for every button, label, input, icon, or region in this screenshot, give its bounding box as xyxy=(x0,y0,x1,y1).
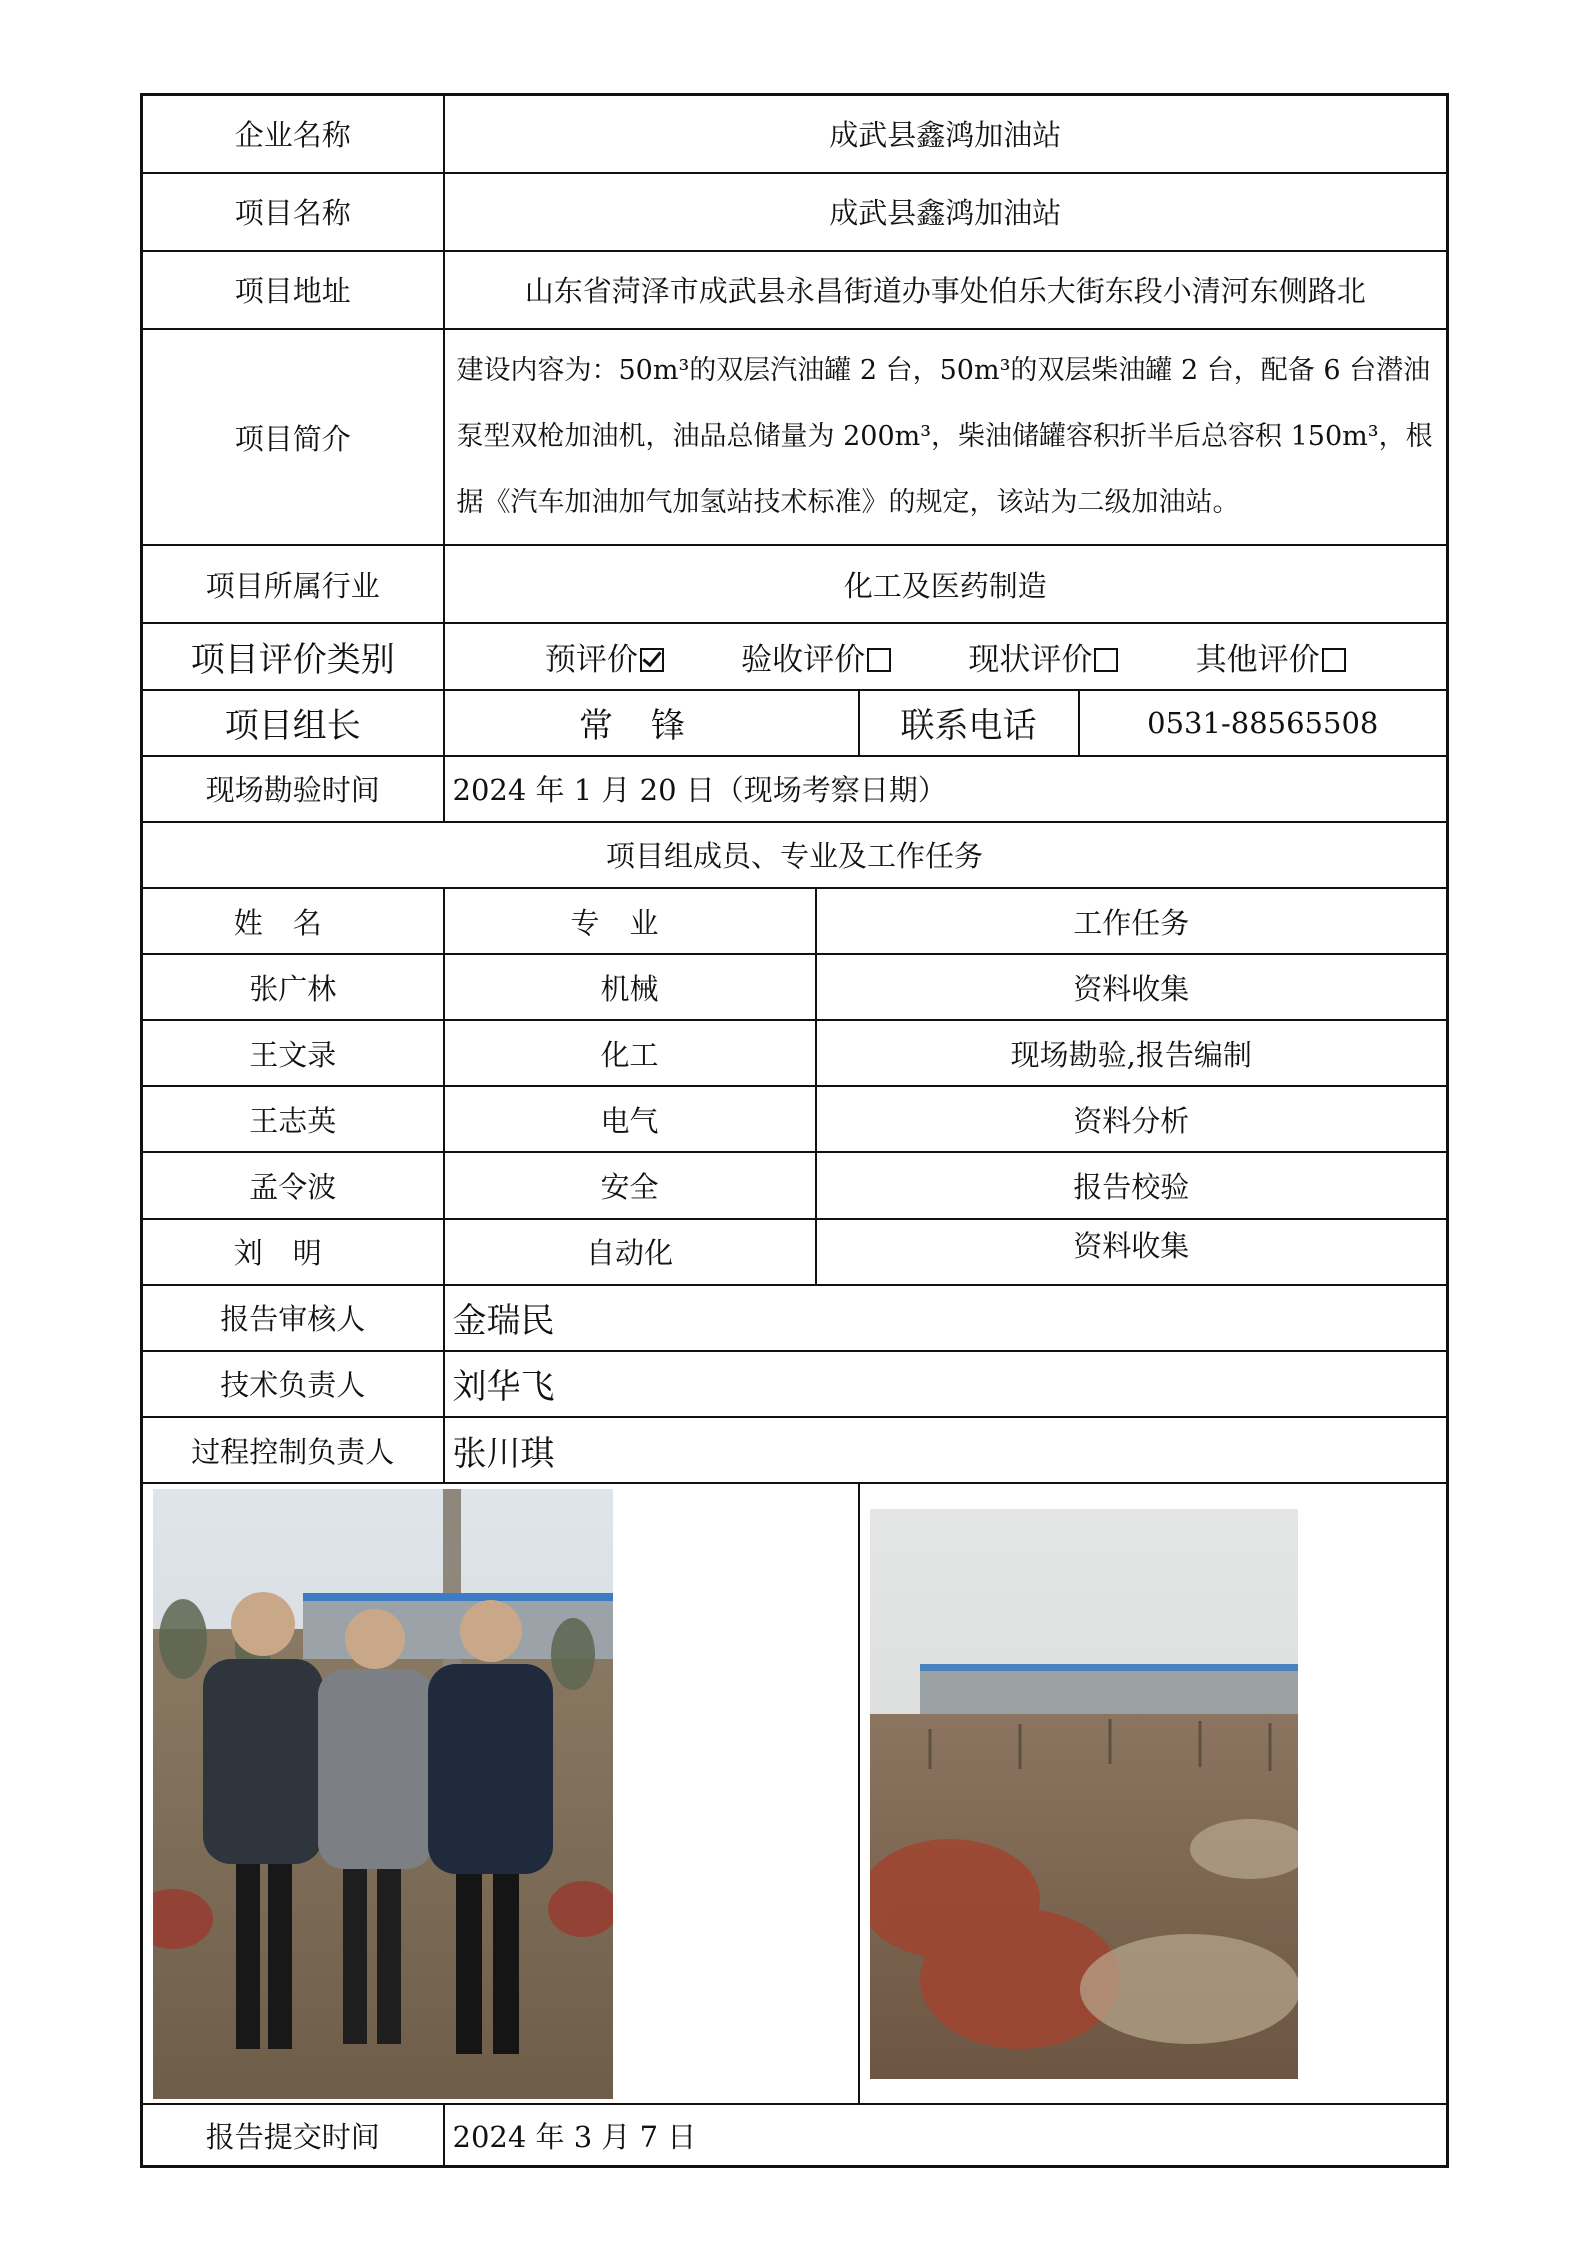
category-option-label: 预评价 xyxy=(544,642,638,679)
member-task: 现场勘验,报告编制 xyxy=(816,1020,1448,1086)
submit-value: 2024 年 3 月 7 日 xyxy=(444,2104,1448,2166)
row-category xyxy=(142,623,1448,689)
category-option-acceptance[interactable] xyxy=(741,634,891,679)
phone-value: 0531-88565508 xyxy=(1079,690,1448,756)
row-company xyxy=(142,95,1448,173)
row-leader xyxy=(142,690,1448,756)
member-task: 资料收集 xyxy=(816,1219,1448,1285)
checkbox-icon[interactable] xyxy=(1322,648,1346,672)
member-major: 自动化 xyxy=(444,1219,816,1285)
row-process xyxy=(142,1417,1448,1483)
member-name: 王文录 xyxy=(142,1020,444,1086)
reviewer-value: 金瑞民 xyxy=(444,1285,1448,1351)
row-team-columns xyxy=(142,888,1448,954)
row-project xyxy=(142,173,1448,251)
category-option-status[interactable] xyxy=(968,634,1118,679)
row-survey xyxy=(142,756,1448,822)
team-row xyxy=(142,954,1448,1020)
member-major: 电气 xyxy=(444,1086,816,1152)
team-header: 项目组成员、专业及工作任务 xyxy=(142,822,1448,888)
three-men-at-site-photo xyxy=(153,1489,613,2099)
checked-checkbox-icon[interactable] xyxy=(640,648,664,672)
address-value: 山东省菏泽市成武县永昌街道办事处伯乐大街东段小清河东侧路北 xyxy=(444,251,1448,329)
site-landscape-photo xyxy=(870,1509,1298,2079)
member-task: 资料分析 xyxy=(816,1086,1448,1152)
row-submit xyxy=(142,2104,1448,2166)
row-team-header xyxy=(142,822,1448,888)
member-task: 报告校验 xyxy=(816,1152,1448,1218)
project-label: 项目名称 xyxy=(142,173,444,251)
category-option-label: 现状评价 xyxy=(968,642,1093,679)
col-major-header: 专业 xyxy=(444,888,816,954)
leader-label: 项目组长 xyxy=(142,690,444,756)
project-value: 成武县鑫鸿加油站 xyxy=(444,173,1448,251)
category-option-label: 验收评价 xyxy=(741,642,866,679)
photo-cell-left xyxy=(142,1483,859,2104)
team-row xyxy=(142,1086,1448,1152)
process-value: 张川琪 xyxy=(444,1417,1448,1483)
category-options xyxy=(444,623,1448,689)
category-option-other[interactable] xyxy=(1196,634,1346,679)
survey-label: 现场勘验时间 xyxy=(142,756,444,822)
industry-label: 项目所属行业 xyxy=(142,545,444,623)
submit-label: 报告提交时间 xyxy=(142,2104,444,2166)
intro-label: 项目简介 xyxy=(142,329,444,545)
member-major: 化工 xyxy=(444,1020,816,1086)
col-name-header: 姓名 xyxy=(142,888,444,954)
row-address xyxy=(142,251,1448,329)
inspection-form xyxy=(140,93,1449,2168)
member-name: 张广林 xyxy=(142,954,444,1020)
category-option-label: 其他评价 xyxy=(1195,642,1320,679)
intro-value: 建设内容为：50m³的双层汽油罐 2 台，50m³的双层柴油罐 2 台，配备 6 台潜油泵型双枪加油机，油品总储量为 200m³，柴油储罐容积折半后总容积 150m³，根据《汽车加油加气加氢站技术标准》的规定，该站为二级加油站。 xyxy=(444,329,1448,545)
industry-value: 化工及医药制造 xyxy=(444,545,1448,623)
member-task: 资料收集 xyxy=(816,954,1448,1020)
category-option-pre[interactable] xyxy=(545,634,664,679)
row-industry xyxy=(142,545,1448,623)
checkbox-icon[interactable] xyxy=(867,648,891,672)
row-tech xyxy=(142,1351,1448,1417)
tech-label: 技术负责人 xyxy=(142,1351,444,1417)
leader-value: 常锋 xyxy=(444,690,859,756)
process-label: 过程控制负责人 xyxy=(142,1417,444,1483)
phone-label: 联系电话 xyxy=(859,690,1079,756)
member-major: 机械 xyxy=(444,954,816,1020)
survey-value: 2024 年 1 月 20 日（现场考察日期） xyxy=(444,756,1448,822)
reviewer-label: 报告审核人 xyxy=(142,1285,444,1351)
tech-value: 刘华飞 xyxy=(444,1351,1448,1417)
company-value: 成武县鑫鸿加油站 xyxy=(444,95,1448,173)
member-major: 安全 xyxy=(444,1152,816,1218)
member-name: 刘明 xyxy=(142,1219,444,1285)
team-row xyxy=(142,1020,1448,1086)
team-row xyxy=(142,1219,1448,1285)
row-intro xyxy=(142,329,1448,545)
member-name: 孟令波 xyxy=(142,1152,444,1218)
col-task-header: 工作任务 xyxy=(816,888,1448,954)
company-label: 企业名称 xyxy=(142,95,444,173)
checkbox-icon[interactable] xyxy=(1094,648,1118,672)
address-label: 项目地址 xyxy=(142,251,444,329)
member-name: 王志英 xyxy=(142,1086,444,1152)
row-photos xyxy=(142,1483,1448,2104)
team-row xyxy=(142,1152,1448,1218)
photo-cell-right xyxy=(859,1483,1448,2104)
row-reviewer xyxy=(142,1285,1448,1351)
category-label: 项目评价类别 xyxy=(142,623,444,689)
